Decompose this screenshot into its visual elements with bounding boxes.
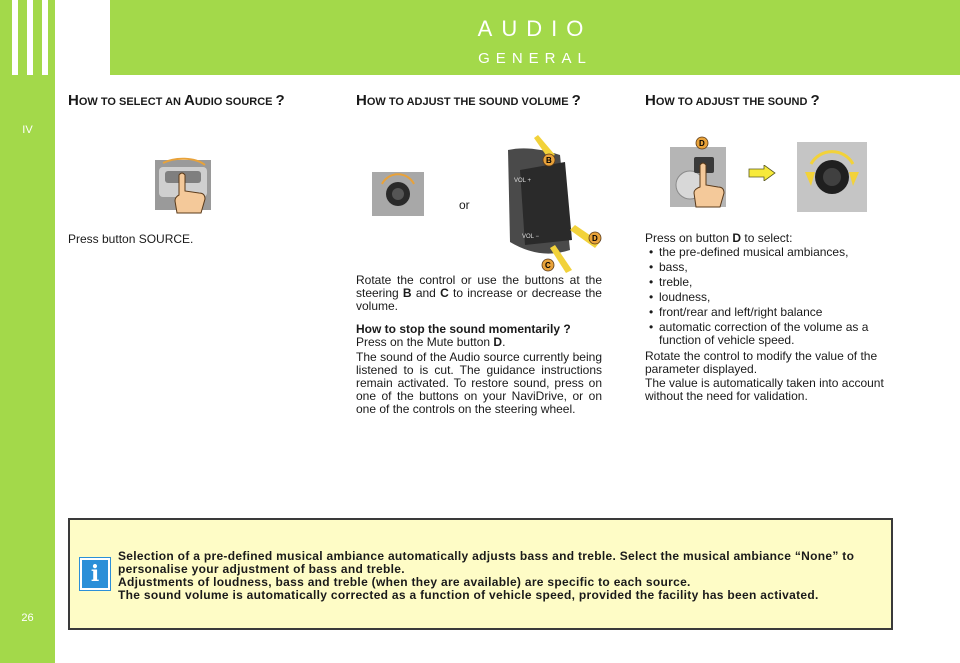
heading-adjust-sound: HOW TO ADJUST THE SOUND ? (645, 92, 820, 109)
or-label: or (459, 198, 470, 212)
sound-options-list (645, 246, 893, 349)
page-title: AUDIO (477, 16, 593, 41)
vol-minus-label: VOL − (522, 234, 539, 240)
arrow-right-icon (748, 165, 776, 181)
list-item: • the pre-defined musical ambiances, (645, 246, 893, 259)
select-source-text: Press button SOURCE. (68, 232, 194, 246)
list-item: • automatic correction of the volume as a function of vehicle speed. (645, 321, 893, 347)
info-box (68, 518, 893, 630)
list-item: • treble, (645, 276, 893, 289)
heading-adjust-volume: HOW TO ADJUST THE SOUND VOLUME ? (356, 92, 581, 109)
header-stripes (0, 0, 110, 75)
volume-instructions: Rotate the control or use the buttons at the steering B and C to increase or decrease the volume. (356, 273, 602, 313)
info-text: Selection of a pre-defined musical ambiance automatically adjusts bass and treble. Select the musical ambiance “None” to personalise your adjustment of bass and treble. Adjustments of loudness, bass and treble (when they are available) are specific to each source. The sound volume is automatically corrected as a function of vehicle speed, provided the facility has been activated. (118, 549, 855, 602)
steering-controls-illustration (500, 130, 605, 275)
mute-details: The sound of the Audio source currently being listened to is cut. The guidance instructions remain activated. To restore sound, press on one of the buttons on your NaviDrive, or on one of the controls on the steering wheel. (356, 350, 602, 416)
mute-heading: How to stop the sound momentarily ? (356, 322, 571, 336)
page-subtitle: GENERAL (478, 50, 592, 67)
list-item: • front/rear and left/right balance (645, 306, 893, 319)
sound-rotate-text: Rotate the control to modify the value of the parameter displayed. (645, 349, 878, 376)
info-icon: i (80, 558, 110, 590)
heading-select-source: HOW TO SELECT AN AUDIO SOURCE ? (68, 92, 285, 109)
vol-plus-label: VOL + (514, 178, 531, 184)
list-item: • bass, (645, 261, 893, 274)
label-d: D (592, 234, 598, 243)
list-item: • loudness, (645, 291, 893, 304)
label-b: B (546, 156, 552, 165)
rotary-control-illustration (797, 142, 867, 212)
label-d-button: D (699, 139, 705, 148)
source-button-illustration (155, 155, 215, 215)
label-c: C (545, 261, 551, 270)
sidebar-band (0, 0, 55, 663)
page-number: 26 (21, 612, 34, 624)
sound-intro: Press on button D to select: (645, 231, 793, 245)
page-header (110, 0, 960, 75)
sound-auto-text: The value is automatically taken into account without the need for validation. (645, 376, 884, 403)
mute-section: How to stop the sound momentarily ? Press on the Mute button D. (356, 322, 571, 349)
volume-knob-illustration (372, 172, 426, 218)
button-d-illustration (668, 135, 730, 211)
chapter-marker: IV (22, 124, 33, 136)
